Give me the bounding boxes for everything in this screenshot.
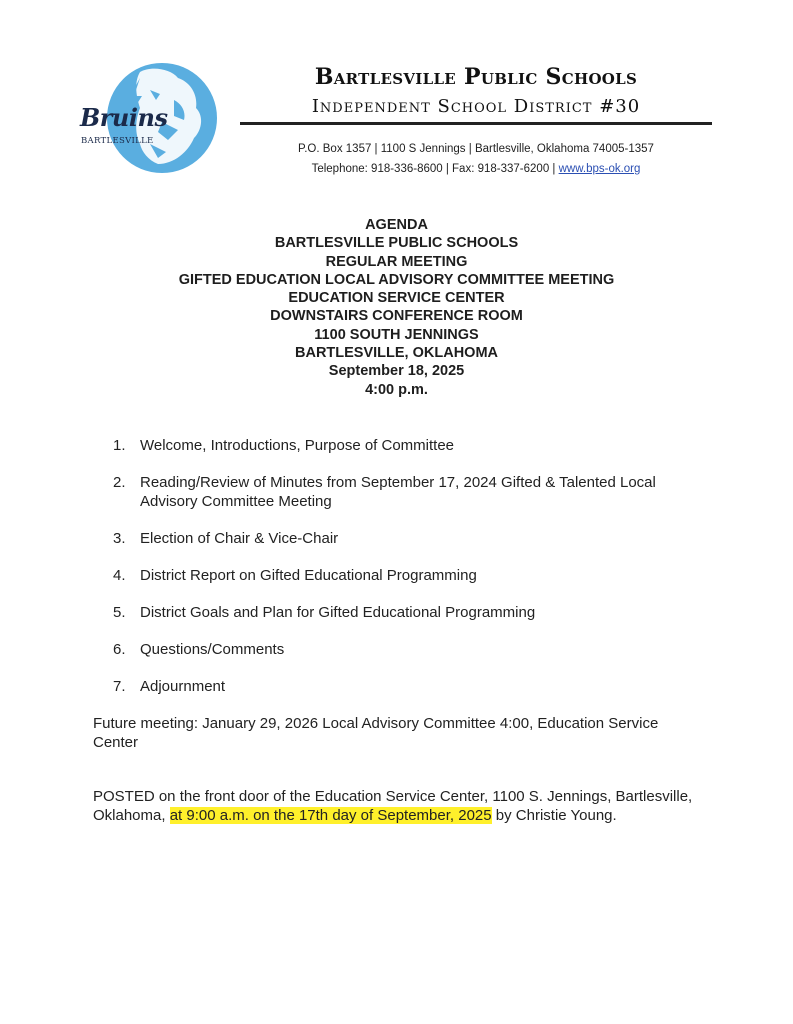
- future-meeting-note: Future meeting: January 29, 2026 Local Advisory Committee 4:00, Education Service Center: [93, 715, 659, 751]
- agenda-item-text: Election of Chair & Vice-Chair: [140, 530, 339, 547]
- agenda-item-text: Reading/Review of Minutes from September 17, 2024 Gifted & Talented Local Advisory Committee Meeting: [140, 474, 656, 510]
- posting-text-end: by Christie Young.: [491, 806, 617, 824]
- posting-notice: [93, 788, 693, 825]
- agenda-item: [113, 436, 713, 455]
- agenda-item-number: 2.: [113, 474, 126, 491]
- heading-line: DOWNSTAIRS CONFERENCE ROOM: [270, 308, 523, 325]
- agenda-item-text: Questions/Comments: [140, 641, 285, 658]
- district-address: P.O. Box 1357 | 1100 S Jennings | Bartlesville, Oklahoma 74005-1357: [298, 143, 654, 155]
- agenda-item-text: Welcome, Introductions, Purpose of Committee: [140, 437, 455, 454]
- agenda-item-number: 3.: [113, 530, 126, 547]
- agenda-list: [113, 436, 713, 714]
- agenda-item: [113, 640, 713, 659]
- district-title: Bartlesville Public Schools: [314, 64, 638, 90]
- agenda-item-text: Adjournment: [140, 678, 226, 695]
- agenda-item-number: 7.: [113, 678, 126, 695]
- agenda-heading: [90, 216, 703, 399]
- district-contact: [240, 163, 712, 175]
- meeting-time: 4:00 p.m.: [365, 381, 428, 398]
- agenda-item: [113, 677, 713, 696]
- heading-line: AGENDA: [365, 217, 428, 233]
- agenda-item-number: 6.: [113, 641, 126, 658]
- agenda-item-number: 5.: [113, 604, 126, 621]
- meeting-date: September 18, 2025: [328, 363, 465, 380]
- agenda-item-number: 4.: [113, 567, 126, 584]
- heading-line: BARTLESVILLE, OKLAHOMA: [295, 345, 498, 362]
- heading-line: GIFTED EDUCATION LOCAL ADVISORY COMMITTEE MEETING: [178, 271, 615, 288]
- phone-fax-text: Telephone: 918-336-8600 | Fax: 918-337-6200 |: [311, 163, 559, 175]
- heading-line: REGULAR MEETING: [325, 253, 468, 270]
- heading-line: EDUCATION SERVICE CENTER: [288, 290, 505, 307]
- posting-time-highlight: at 9:00 a.m. on the 17th day of September, 2025: [169, 806, 492, 824]
- agenda-item: [113, 566, 713, 585]
- website-link[interactable]: www.bps-ok.org: [558, 163, 641, 175]
- logo-wordmark: Bruins: [80, 103, 168, 132]
- letterhead-divider: [240, 122, 712, 125]
- posting-text-start: POSTED on the front door of the Education Service Center, 1100 S. Jennings, Bartlesville, Oklahoma,: [93, 788, 693, 824]
- district-subtitle: Independent School District #30: [311, 96, 641, 117]
- logo-city: BARTLESVILLE: [81, 136, 154, 146]
- agenda-item: [113, 603, 713, 622]
- agenda-item-text: District Report on Gifted Educational Programming: [140, 567, 477, 584]
- heading-line: BARTLESVILLE PUBLIC SCHOOLS: [274, 235, 519, 252]
- agenda-item-number: 1.: [113, 437, 126, 454]
- agenda-item-text: District Goals and Plan for Gifted Educational Programming: [140, 604, 536, 621]
- heading-line: 1100 SOUTH JENNINGS: [314, 326, 479, 343]
- agenda-item: [113, 529, 713, 548]
- agenda-item: [113, 473, 713, 511]
